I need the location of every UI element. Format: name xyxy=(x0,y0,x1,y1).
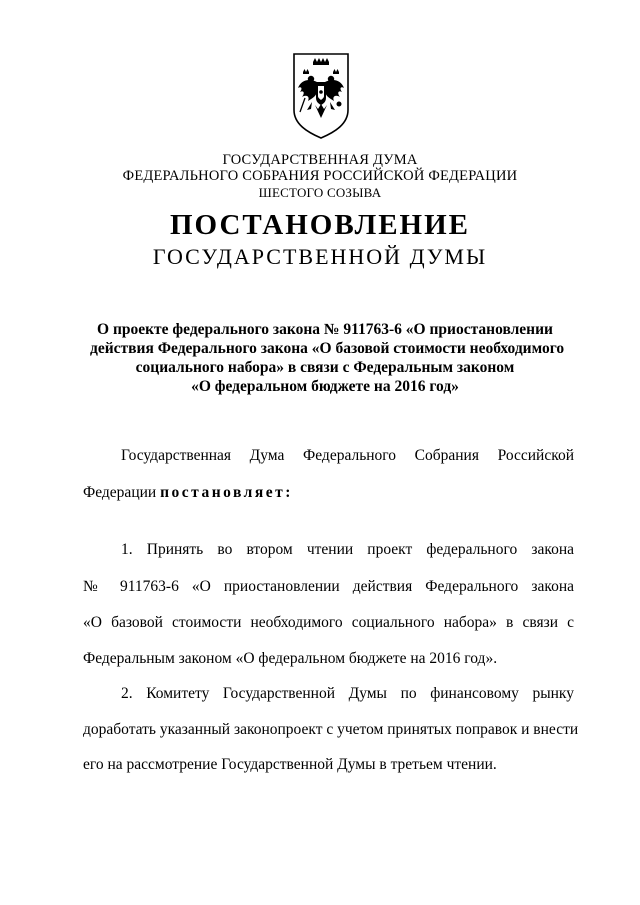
subject-line: «О федеральном бюджете на 2016 год» xyxy=(191,378,459,395)
paragraph-line: 2. Комитету Государственной Думы по финансовому рынку xyxy=(121,685,574,702)
paragraph-line: Федеральным законом «О федеральном бюджете на 2016 год». xyxy=(83,650,498,667)
paragraph-line: доработать указанный законопроект с учетом принятых поправок и внести xyxy=(83,721,579,738)
subject-line: действия Федерального закона «О базовой стоимости необходимого xyxy=(90,340,565,357)
subject-line: социального набора» в связи с Федеральным законом xyxy=(135,359,515,376)
document-title: ПОСТАНОВЛЕНИЕ xyxy=(169,209,470,241)
preamble-line xyxy=(83,484,574,502)
state-emblem-icon xyxy=(291,52,351,140)
paragraph-line: «О базовой стоимости необходимого социального набора» в связи с xyxy=(83,614,574,631)
paragraph-line: его на рассмотрение Государственной Думы в третьем чтении. xyxy=(83,756,497,773)
preamble-text: Федерации xyxy=(83,484,161,501)
subject-line: О проекте федерального закона № 911763-6 «О приостановлении xyxy=(97,321,553,338)
resolves-word: постановляет: xyxy=(160,484,293,501)
header-line-3: ШЕСТОГО СОЗЫВА xyxy=(258,185,382,200)
paragraph-line: № 911763-6 «О приостановлении действия Федерального закона xyxy=(83,578,574,595)
preamble-line: Государственная Дума Федерального Собрания Российской xyxy=(121,447,574,464)
document-subtitle: ГОСУДАРСТВЕННОЙ ДУМЫ xyxy=(152,244,488,269)
paragraph-line: 1. Принять во втором чтении проект федерального закона xyxy=(121,541,574,558)
header-line-2: ФЕДЕРАЛЬНОГО СОБРАНИЯ РОССИЙСКОЙ ФЕДЕРАЦИИ xyxy=(122,168,518,184)
header-line-1: ГОСУДАРСТВЕННАЯ ДУМА xyxy=(222,152,418,168)
document-subject xyxy=(90,320,565,396)
